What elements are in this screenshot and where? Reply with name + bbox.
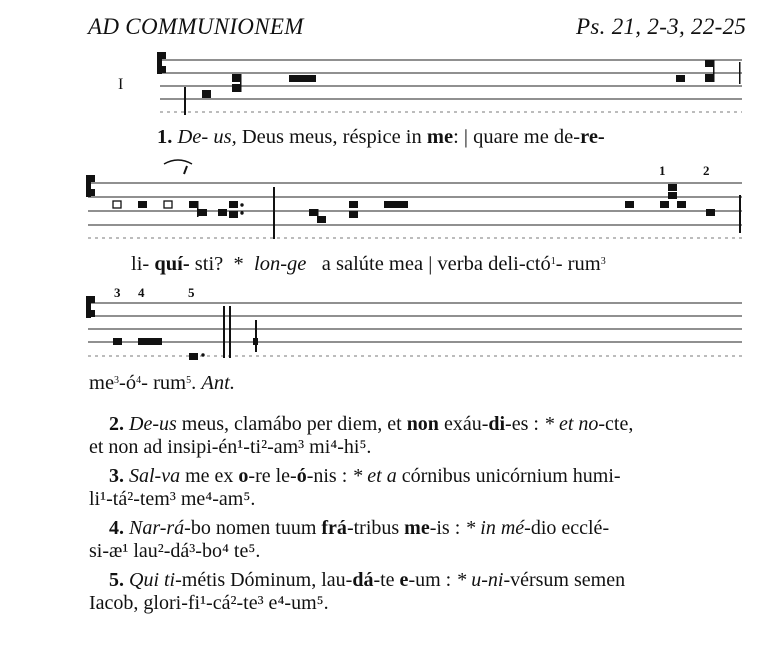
lyric-line-3: $me^3-ó^4-$ rum$^5$. Ant. (89, 372, 235, 394)
chant-title: AD COMMUNIONEM (88, 14, 304, 39)
verse-4: 4. Nar-rá-bo nomen tuum frá-tribus me-is : * in mé-dio ecclé- si-æ¹ lau²-dá³-bo⁴ te⁵. (89, 517, 610, 562)
marker-3: 3 (114, 285, 121, 300)
clef-icon (86, 296, 95, 318)
verse-3: 3. Sal-va me ex o-re le-ó-nis : * et a córnibus unicórnium humi- li¹-tá²-tem³ me⁴-am⁵. (89, 465, 621, 510)
marker-2: 2 (703, 163, 710, 178)
lyric-line-1: 1. De- us, Deus meus, réspice in me: | quare me de-re- (157, 126, 605, 148)
lyric-line-2: li- quí- sti? * lon-ge a salúte mea | verba deli-ctó$^1$- rum$^3$ (131, 253, 606, 275)
marker-1: 1 (659, 163, 666, 178)
psalm-reference: Ps. 21, 2-3, 22-25 (576, 14, 747, 39)
marker-5: 5 (188, 285, 195, 300)
verse-2: 2. De-us meus, clamábo per diem, et non exáu-di-es : * et no-cte, et non ad insipi-én¹-ti²-am³ mi⁴-hi⁵. (89, 413, 634, 458)
marker-4: 4 (138, 285, 145, 300)
intonation-mark: I (118, 76, 124, 93)
verse-5: 5. Qui ti-métis Dóminum, lau-dá-te e-um : * u-ni-vérsum semen Iacob, glori-fi¹-cá²-te³ e⁴-um⁵. (89, 569, 626, 614)
